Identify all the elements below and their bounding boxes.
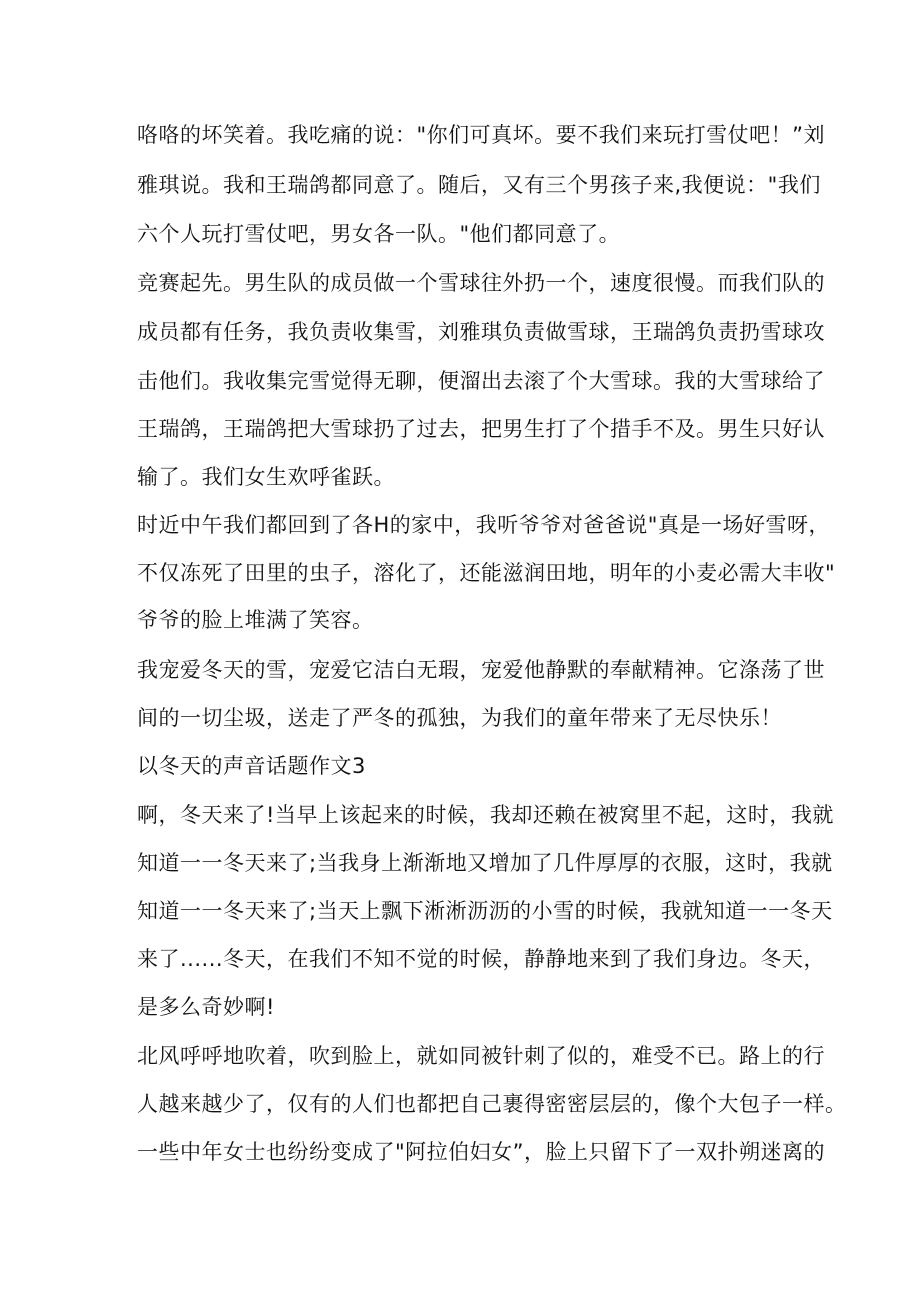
text-line: 知道一一冬天来了;当天上飘下淅淅沥沥的小雪的时候，我就知道一一冬天 [137,899,833,923]
text-line: 咯咯的坏笑着。我吃痛的说："你们可真坏。要不我们来玩打雪仗吧！”刘 [137,123,826,147]
text-line: 爷爷的脸上堆满了笑容。 [137,608,374,632]
text-line: 来了......冬天，在我们不知不觉的时候，静静地来到了我们身边。冬天， [137,947,826,971]
text-line: 竞赛起先。男生队的成员做一个雪球往外扔一个，速度很慢。而我们队的 [137,271,825,295]
text-line: 知道一一冬天来了;当我身上渐渐地又增加了几件厚厚的衣服，这时，我就 [137,851,833,875]
text-line: 雅琪说。我和王瑞鸽都同意了。随后，又有三个男孩子来,我便说："我们 [137,173,821,197]
text-line: 成员都有任务，我负责收集雪，刘雅琪负责做雪球，王瑞鸽负责扔雪球攻 [137,320,825,344]
text-line: 啊，冬天来了!当早上该起来的时候，我却还赖在被窝里不起，这时，我就 [137,803,834,827]
text-line: 时近中午我们都回到了各H的家中，我听爷爷对爸爸说"真是一场好雪呀， [137,513,830,537]
text-line: 不仅冻死了田里的虫子，溶化了，还能滋润田地，明年的小麦必需大丰收" [137,561,836,585]
text-line: 北风呼呼地吹着，吹到脸上，就如同被针刺了似的，难受不已。路上的行 [137,1044,825,1068]
text-line: 是多么奇妙啊! [137,995,275,1019]
text-line: 我宠爱冬天的雪，宠爱它洁白无瑕，宠爱他静默的奉献精神。它涤荡了世 [137,658,825,682]
text-line: 王瑞鸽，王瑞鸽把大雪球扔了过去，把男生打了个措手不及。男生只好认 [137,417,825,441]
text-line: 击他们。我收集完雪觉得无聊，便溜出去滚了个大雪球。我的大雪球给了 [137,369,825,393]
text-line: 六个人玩打雪仗吧，男女各一队。"他们都同意了。 [137,222,621,246]
text-line: 一些中年女士也纷纷变成了"阿拉伯妇女”，脸上只留下了一双扑朔迷离的 [137,1140,826,1164]
text-line: 输了。我们女生欢呼雀跃。 [137,465,395,489]
text-line: 人越来越少了，仅有的人们也都把自己裹得密密层层的，像个大包子一样。 [137,1092,847,1116]
section-heading: 以冬天的声音话题作文3 [137,754,366,778]
text-line: 间的一切尘圾，送走了严冬的孤独，为我们的童年带来了无尽快乐！ [137,706,782,730]
